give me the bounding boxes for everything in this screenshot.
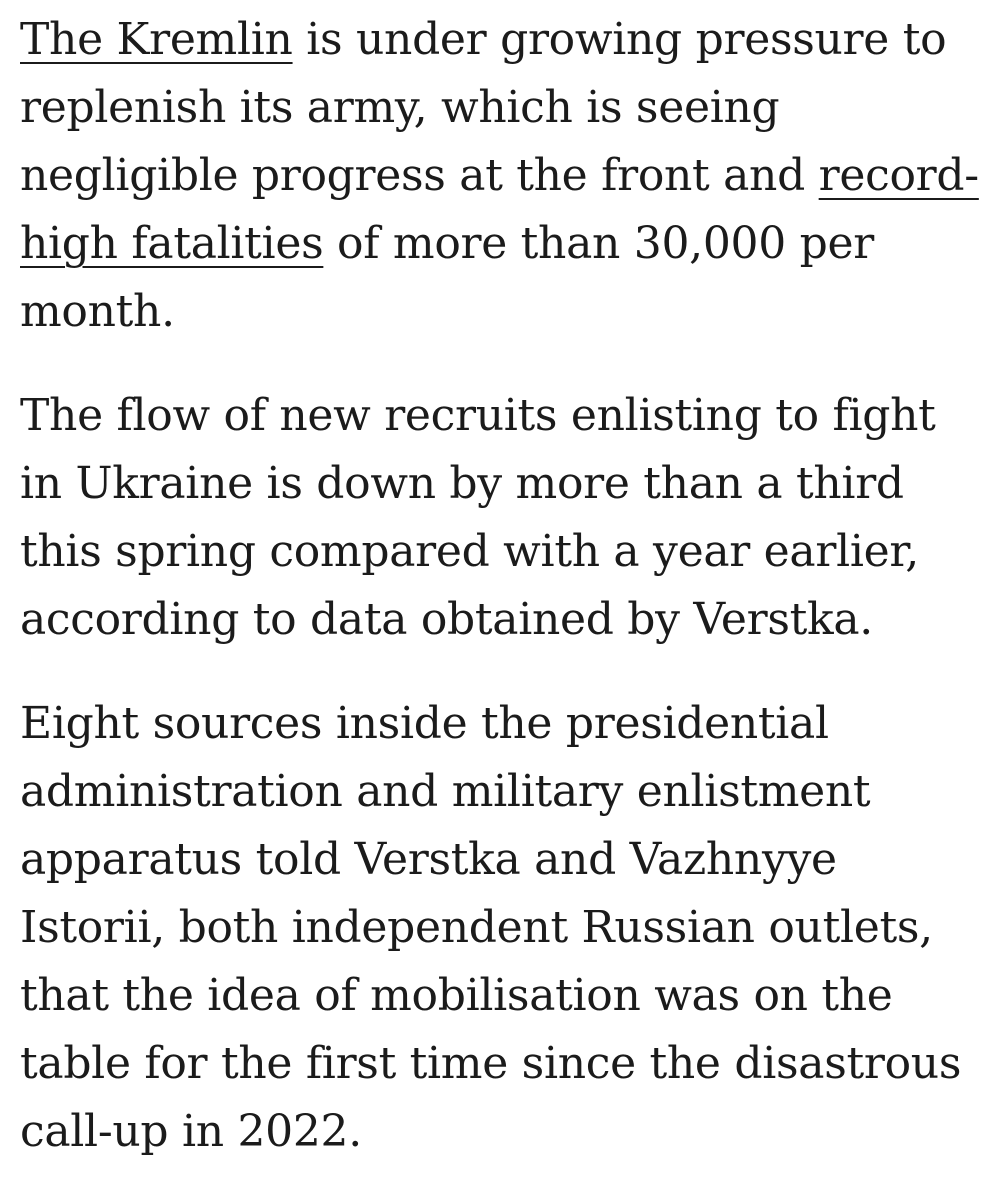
kremlin-link[interactable]: The Kremlin xyxy=(20,14,293,65)
paragraph-2: The flow of new recruits enlisting to fight in Ukraine is down by more than a third this spring compared with a year earlier, according to data obtained by Verstka. xyxy=(20,390,936,645)
paragraph-1-text-2: of more than 30,000 per month. xyxy=(20,218,874,337)
article-body xyxy=(20,6,990,1166)
paragraph-1 xyxy=(20,6,990,346)
record-high-fatalities-link[interactable]: record-high fatalities xyxy=(20,150,979,269)
paragraph-1-text-1: is under growing pressure to replenish its army, which is seeing negligible progress at the front and xyxy=(20,14,947,201)
paragraph-3: Eight sources inside the presidential administration and military enlistment apparatus told Verstka and Vazhnyye Istorii, both independent Russian outlets, that the idea of mobilisation was on the table for the first time since the disastrous call-up in 2022. xyxy=(20,698,962,1157)
